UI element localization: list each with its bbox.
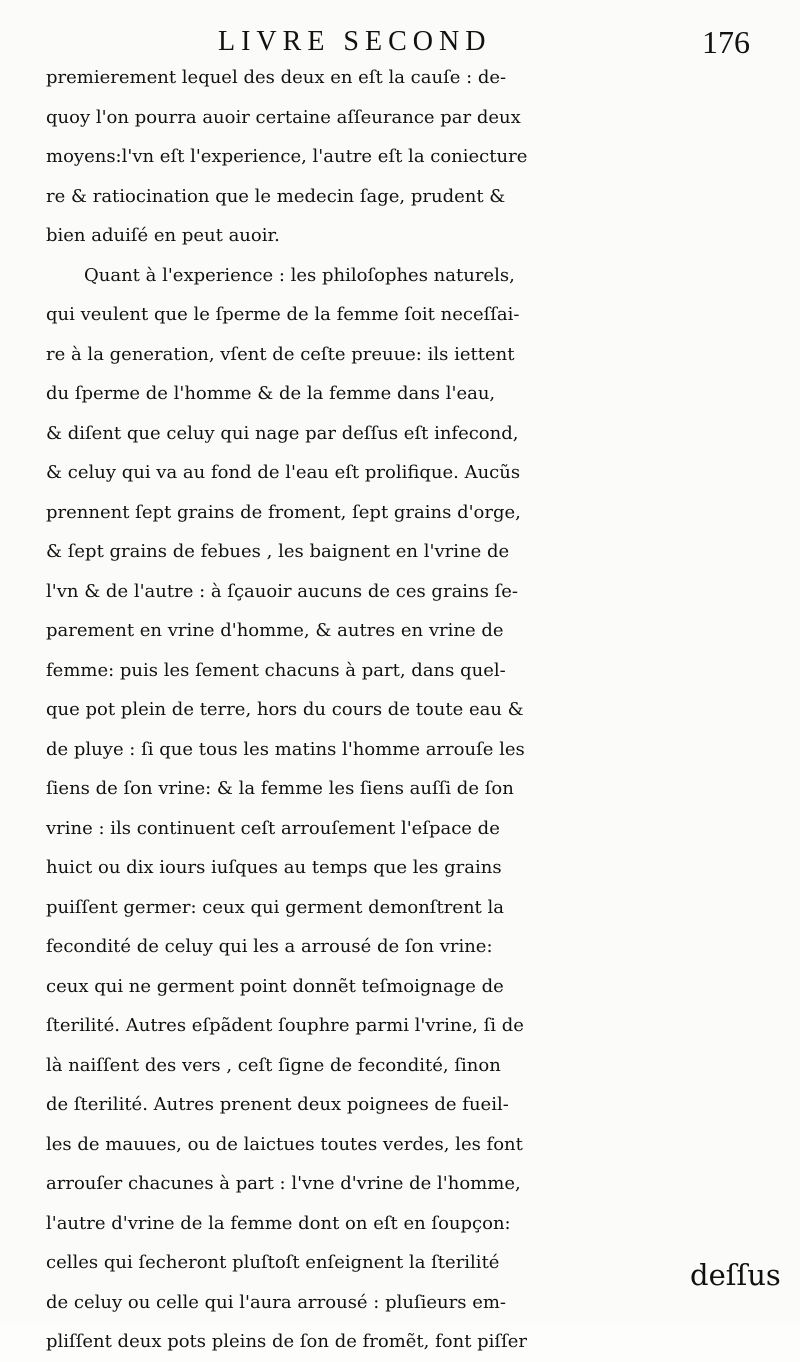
text-line: puiſſent germer: ceux qui germent demonſtrent la	[46, 896, 504, 918]
paragraph-start-line: Quant à l'experience : les philoſophes naturels,	[84, 264, 515, 286]
text-line: re à la generation, vſent de ceſte preuue: ils iettent	[46, 343, 515, 365]
text-line: premierement lequel des deux en eſt la cauſe : de-	[46, 67, 507, 88]
text-line: femme: puis les ſement chacuns à part, dans quel-	[46, 659, 506, 681]
text-line: de ſterilité. Autres prenent deux poignees de fueil-	[46, 1094, 509, 1115]
text-line: ſiens de ſon vrine: & la femme les ſiens auſſi de ſon	[46, 778, 514, 799]
text-line: parement en vrine d'homme, & autres en vrine de	[46, 620, 504, 641]
text-line: du ſperme de l'homme & de la femme dans l'eau,	[46, 383, 496, 404]
body-text	[46, 58, 766, 1362]
text-line: qui veulent que le ſperme de la femme ſoit neceſſai-	[46, 304, 520, 325]
text-line: que pot plein de terre, hors du cours de toute eau &	[46, 699, 524, 720]
page-header	[0, 18, 800, 58]
text-line: & ſept grains de febues , les baignent en l'vrine de	[46, 541, 510, 562]
text-line: moyens:l'vn eſt l'experience, l'autre eſt la coniecture	[46, 146, 528, 167]
text-line: pliſſent deux pots pleins de ſon de fromẽt, font piſſer	[46, 1331, 528, 1352]
text-line: vrine : ils continuent ceſt arrouſement l'eſpace de	[46, 817, 500, 839]
page-number: 176	[702, 24, 750, 60]
text-line: ſterilité. Autres eſpãdent ſouphre parmi l'vrine, ſi de	[46, 1015, 524, 1036]
text-line: fecondité de celuy qui les a arrousé de ſon vrine:	[46, 936, 493, 957]
text-line: celles qui ſecheront pluſtoſt enſeignent la ſterilité	[46, 1252, 500, 1273]
catchword: deſſus	[690, 1258, 781, 1292]
text-line: & celuy qui va au fond de l'eau eſt prolifique. Aucũs	[46, 462, 521, 483]
running-head: LIVRE SECOND	[218, 26, 492, 57]
text-line: les de mauues, ou de laictues toutes verdes, les font	[46, 1133, 523, 1155]
text-line: quoy l'on pourra auoir certaine aſſeurance par deux	[46, 106, 521, 128]
text-line: re & ratiocination que le medecin ſage, prudent &	[46, 185, 506, 207]
text-line: arrouſer chacunes à part : l'vne d'vrine de l'homme,	[46, 1173, 521, 1194]
text-line: & diſent que celuy qui nage par deſſus eſt infecond,	[46, 422, 519, 444]
text-line: huict ou dix iours iuſques au temps que les grains	[46, 857, 502, 878]
text-line: l'autre d'vrine de la femme dont on eſt en ſoupçon:	[46, 1212, 511, 1234]
text-line: ceux qui ne germent point donnẽt teſmoignage de	[46, 975, 504, 997]
text-line: là naiſſent des vers , ceſt ſigne de fecondité, ſinon	[46, 1054, 501, 1076]
text-line: de pluye : ſi que tous les matins l'homme arrouſe les	[46, 738, 525, 760]
text-line: de celuy ou celle qui l'aura arrousé : pluſieurs em-	[46, 1291, 506, 1313]
text-line: bien aduiſé en peut auoir.	[46, 225, 280, 246]
text-line: prennent ſept grains de froment, ſept grains d'orge,	[46, 501, 521, 523]
text-line: l'vn & de l'autre : à ſçauoir aucuns de ces grains ſe-	[46, 580, 518, 602]
